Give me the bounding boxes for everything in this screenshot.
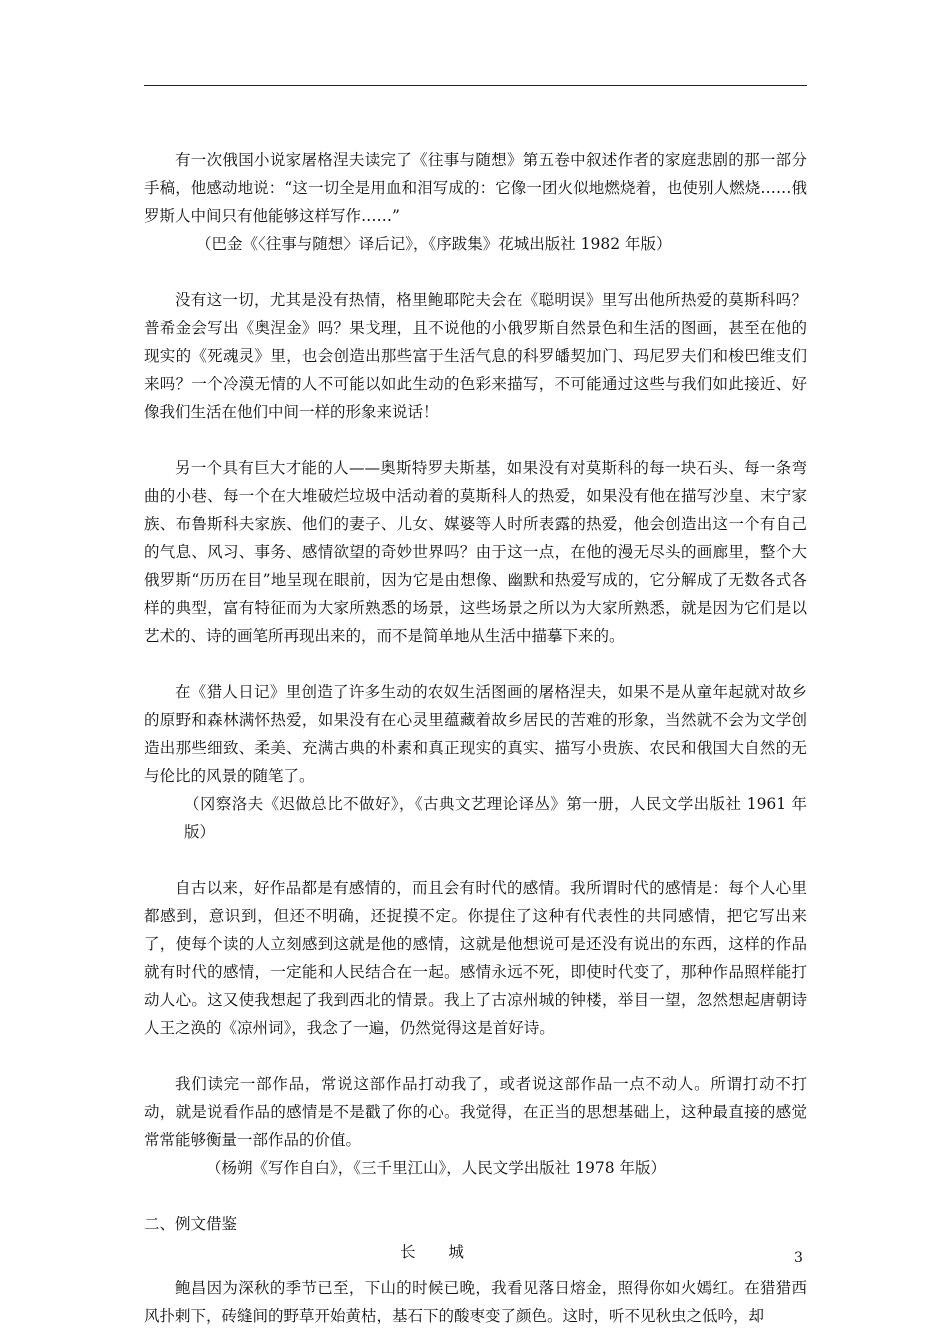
header-rule	[144, 85, 807, 86]
paragraph-1: 有一次俄国小说家屠格涅夫读完了《往事与随想》第五卷中叙述作者的家庭悲剧的那一部分手稿，他感动地说：“这一切全是用血和泪写成的：它像一团火似地燃烧着，也使别人燃烧……俄罗斯人中间只有他能够这样写作……”	[144, 151, 807, 225]
paragraph-7: 鲍昌因为深秋的季节已至，下山的时候已晚，我看见落日熔金，照得你如火嫣红。在猎猎西风扑剌下，砖缝间的野草开始黄枯，基石下的酸枣变了颜色。这时，听不见秋虫之低吟，却	[144, 1279, 807, 1325]
paragraph-3: 另一个具有巨大才能的人——奥斯特罗夫斯基，如果没有对莫斯科的每一块石头、每一条弯曲的小巷、每一个在大堆破烂垃圾中活动着的莫斯科人的热爱，如果没有他在描写沙皇、末宁家族、布鲁斯科夫家族、他们的妻子、儿女、媒婆等人时所表露的热爱，他会创造出这一个有自己的气息、风习、事务、感情欲望的奇妙世界吗？由于这一点，在他的漫无尽头的画廊里，整个大俄罗斯“历历在目”地呈现在眼前，因为它是由想像、幽默和热爱写成的，它分解成了无数各式各样的典型，富有特征而为大家所熟悉的场景，这些场景之所以为大家所熟悉，就是因为它们是以艺术的、诗的画笔所再现出来的，而不是简单地从生活中描摹下来的。	[144, 459, 807, 645]
citation-1: （巴金《〈往事与随想〉译后记》，《序跋集》花城出版社 1982 年版）	[196, 235, 672, 253]
spacer	[144, 258, 807, 286]
paragraph-5: 自古以来，好作品都是有感情的，而且会有时代的感情。我所谓时代的感情是：每个人心里都感到，意识到，但还不明确，还捉摸不定。你提住了这种有代表性的共同感情，把它写出来了，使每个读的人立刻感到这就是他的感情，这就是他想说可是还没有说出的东西，这样的作品就有时代的感情，一定能和人民结合在一起。感情永远不死，即使时代变了，那种作品照样能打动人心。这又使我想起了我到西北的情景。我上了古凉州城的钟楼，举目一望，忽然想起唐朝诗人王之涣的《凉州词》，我念了一遍，仍然觉得这是首好诗。	[144, 879, 807, 1037]
paragraph-2: 没有这一切，尤其是没有热情，格里鲍耶陀夫会在《聪明误》里写出他所热爱的莫斯科吗？普希金会写出《奥涅金》吗？果戈理，且不说他的小俄罗斯自然景色和生活的图画，甚至在他的现实的《死魂灵》里，也会创造出那些富于生活气息的科罗皤契加门、玛尼罗夫们和梭巴维支们来吗？一个冷漠无情的人不可能以如此生动的色彩来描写，不可能通过这些与我们如此接近、好像我们生活在他们中间一样的形象来说话！	[144, 291, 807, 421]
page-body	[144, 146, 807, 1330]
paragraph-4: 在《猎人日记》里创造了许多生动的农奴生活图画的屠格涅夫，如果不是从童年起就对故乡的原野和森林满怀热爱，如果没有在心灵里蕴藏着故乡居民的苦难的形象，当然就不会为文学创造出那些细致、柔美、充满古典的朴素和真正现实的真实、描写小贵族、农民和俄国大自然的无与伦比的风景的随笔了。	[144, 683, 807, 785]
spacer	[144, 1266, 807, 1274]
section-heading: 二、例文借鉴	[144, 1215, 238, 1233]
spacer	[144, 1042, 807, 1070]
spacer	[144, 1182, 807, 1210]
spacer	[144, 426, 807, 454]
spacer	[144, 650, 807, 678]
citation-2: （冈察洛夫《迟做总比不做好》，《古典文艺理论译丛》第一册，人民文学出版社 1961 年版）	[184, 795, 807, 841]
page-number: 3	[794, 1250, 803, 1266]
paragraph-6: 我们读完一部作品，常说这部作品打动我了，或者说这部作品一点不动人。所谓打动不打动，就是说看作品的感情是不是戳了你的心。我觉得，在正当的思想基础上，这种最直接的感觉常常能够衡量一部作品的价值。	[144, 1075, 807, 1149]
spacer	[144, 846, 807, 874]
article-title: 长 城	[400, 1243, 478, 1261]
citation-3: （杨朔《写作自白》，《三千里江山》，人民文学出版社 1978 年版）	[206, 1159, 667, 1177]
